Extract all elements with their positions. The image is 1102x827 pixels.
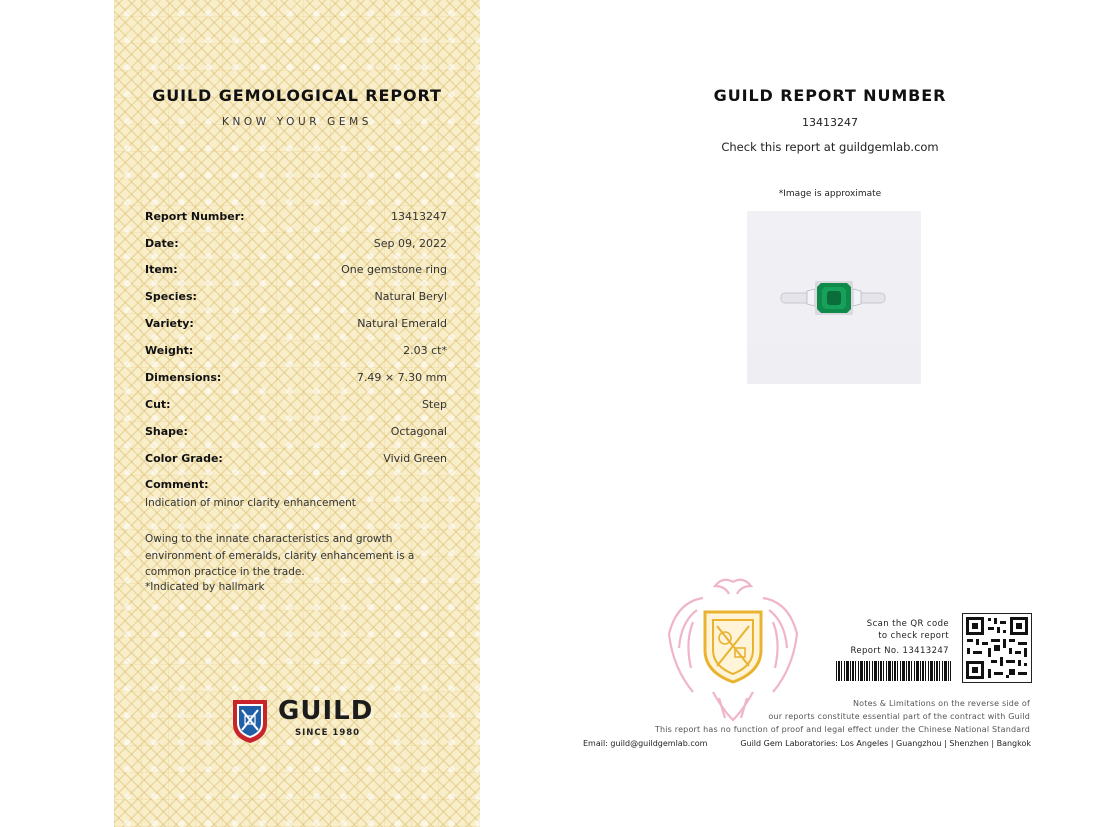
field-cut <box>145 397 447 413</box>
report-front-panel <box>114 0 480 827</box>
report-number-value: 13413247 <box>802 116 858 129</box>
field-label: Dimensions: <box>145 371 222 384</box>
field-color-grade <box>145 451 447 467</box>
field-report-number <box>145 209 447 225</box>
qr-code-icon <box>963 614 1031 682</box>
field-value: 2.03 ct* <box>403 344 447 357</box>
field-value: 7.49 × 7.30 mm <box>356 371 447 384</box>
field-value: Octagonal <box>390 425 447 438</box>
field-variety <box>145 316 447 332</box>
field-item <box>145 262 447 278</box>
comment-label: Comment: <box>145 478 209 491</box>
field-value: Natural Beryl <box>374 290 447 303</box>
field-weight <box>145 343 447 359</box>
field-label: Shape: <box>145 425 188 438</box>
report-number-title: GUILD REPORT NUMBER <box>713 86 947 105</box>
field-label: Report Number: <box>145 210 245 223</box>
field-dimensions <box>145 370 447 386</box>
guild-seal-watermark <box>663 572 803 724</box>
report-barcode <box>836 661 951 681</box>
enhancement-note: Owing to the innate characteristics and growth environment of emeralds, clarity enhancement is a common practice in the trade. <box>145 533 415 578</box>
field-value: Sep 09, 2022 <box>373 237 447 250</box>
field-label: Weight: <box>145 344 194 357</box>
qr-instruction-2: to check report <box>878 631 949 641</box>
qr-code[interactable] <box>962 613 1032 683</box>
verify-link-text[interactable]: Check this report at guildgemlab.com <box>721 140 939 154</box>
field-value: 13413247 <box>391 210 447 223</box>
image-note: *Image is approximate <box>778 189 882 199</box>
ring-photo <box>747 211 921 384</box>
hallmark-note: *Indicated by hallmark <box>145 581 265 593</box>
notes-line-3: This report has no function of proof and legal effect under the Chinese National Standard <box>654 725 1030 734</box>
field-value: Step <box>421 398 447 411</box>
field-label: Date: <box>145 237 179 250</box>
guild-logo <box>231 694 374 746</box>
qr-report-number: Report No. 13413247 <box>850 646 949 656</box>
tagline: KNOW YOUR GEMS <box>221 116 373 128</box>
logo-name: GUILD <box>278 696 374 726</box>
field-value: One gemstone ring <box>341 263 447 276</box>
field-date <box>145 236 447 252</box>
notes-line-2: our reports constitute essential part of the contract with Guild <box>768 712 1030 721</box>
field-species <box>145 289 447 305</box>
field-label: Item: <box>145 263 178 276</box>
field-label: Species: <box>145 290 197 303</box>
report-title: GUILD GEMOLOGICAL REPORT <box>152 86 442 105</box>
comment-text: Indication of minor clarity enhancement <box>145 497 356 509</box>
qr-instruction-1: Scan the QR code <box>866 619 949 629</box>
notes-line-1: Notes & Limitations on the reverse side of <box>852 699 1030 708</box>
emerald-ring-image <box>747 211 921 384</box>
field-label: Color Grade: <box>145 452 223 465</box>
field-value: Natural Emerald <box>357 317 447 330</box>
field-label: Variety: <box>145 317 194 330</box>
footer-email[interactable]: Email: guild@guildgemlab.com <box>583 739 708 748</box>
field-label: Cut: <box>145 398 171 411</box>
logo-since: SINCE 1980 <box>295 728 361 738</box>
footer-labs: Guild Gem Laboratories: Los Angeles | Guangzhou | Shenzhen | Bangkok <box>740 739 1031 748</box>
field-shape <box>145 424 447 440</box>
eagle-seal-icon <box>663 572 803 724</box>
field-value: Vivid Green <box>383 452 447 465</box>
shield-icon <box>231 696 269 744</box>
